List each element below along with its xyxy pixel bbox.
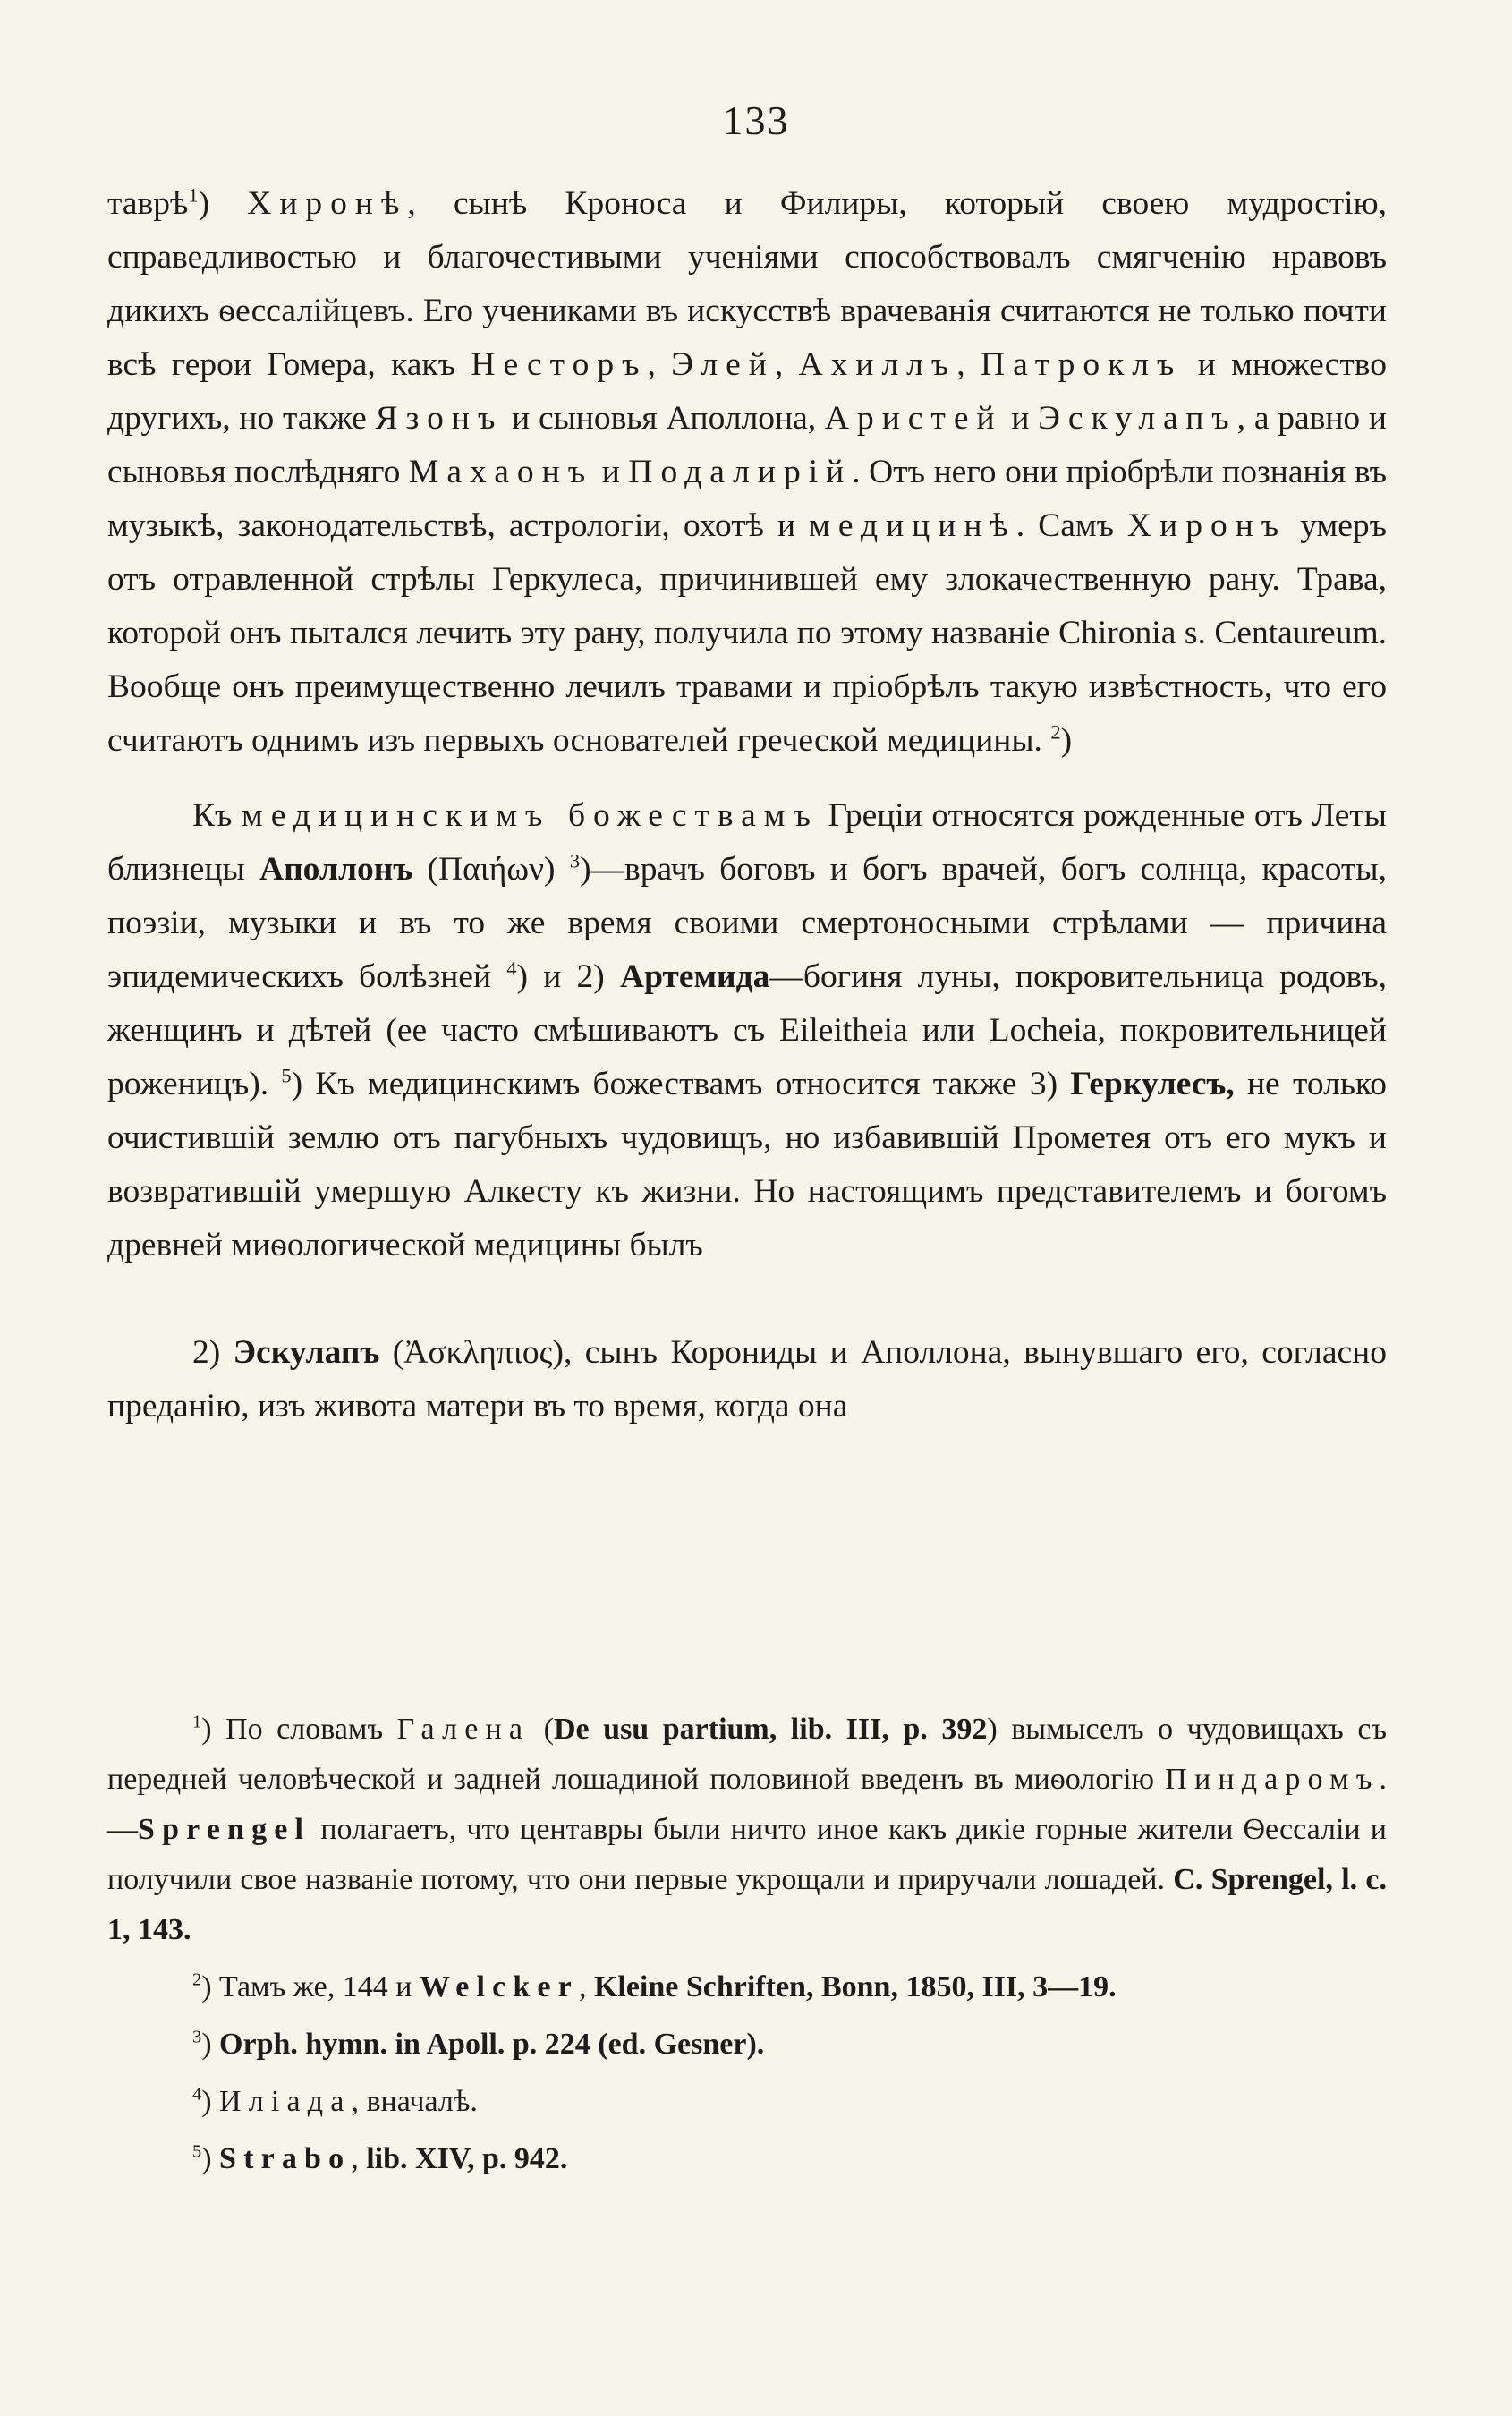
- name-aristey: Аристей: [824, 400, 1003, 437]
- name-eskulap: Эскулапъ: [1038, 400, 1237, 437]
- text-run: . Самъ: [1015, 507, 1128, 544]
- text-run: , сынѣ Кроноса и Филиры, который своею мудростiю, справедливостью и благочестивыми ученiями способствовалъ смягченiю нравовъ дикихъ ѳессалiйцевъ. Его учениками въ искусствѣ врачеванiя считаются не только почти всѣ герои Гомера, какъ: [107, 185, 1387, 383]
- name-chiron-2: Хиронъ: [1127, 507, 1287, 544]
- text-run: ): [201, 2085, 220, 2118]
- name-welcker: Welcker: [419, 1970, 579, 2003]
- text-run: —богиня луны, покровительница родовъ, женщинъ и дѣтей (ее часто смѣшиваютъ съ Eileitheia или Locheia, покровительницей роженицъ).: [107, 958, 1388, 1102]
- text-run: и: [593, 454, 629, 490]
- page-number: 133: [722, 98, 790, 143]
- text-run: ) По словамъ: [201, 1713, 397, 1746]
- name-pindar: Пиндаромъ: [1165, 1763, 1380, 1796]
- name-sprengel: Sprengel: [138, 1813, 311, 1846]
- footnote-mark: 2: [192, 1969, 202, 1990]
- name-strabo: Strabo: [219, 2142, 352, 2175]
- text-run: и множество другихъ, но также: [107, 346, 1387, 437]
- name-nestor: Несторъ: [471, 346, 648, 383]
- text-run: ) вымыселъ о чудовищахъ съ передней человѣческой и задней лошадиной половиной введенъ въ миѳологiю: [107, 1713, 1387, 1796]
- text-run: (Παιήων): [412, 851, 570, 888]
- text-run: Грецiи относятся рожденные отъ Леты близнецы: [107, 797, 1387, 888]
- footnote-1: [107, 1705, 1387, 1955]
- text-run: ,: [647, 346, 672, 383]
- text-run: тавр: [107, 185, 170, 222]
- name-makhaon: Махаонъ: [408, 454, 594, 490]
- term-medicine: медицинѣ: [809, 507, 1016, 544]
- text-run: ): [201, 2142, 220, 2175]
- text-run: , а равно и сыновья послѣдняго: [107, 400, 1387, 490]
- name-eley: Элей: [671, 346, 775, 383]
- text-run: 2): [192, 1334, 234, 1371]
- name-iliad: Илiада: [219, 2085, 352, 2118]
- text-run: ,: [774, 346, 799, 383]
- footnote-mark: 5: [192, 2141, 202, 2162]
- footnote-5: [107, 2134, 1387, 2184]
- text-run: ,: [351, 2142, 367, 2175]
- citation-strabo: lib. XIV, p. 942.: [366, 2142, 568, 2175]
- footnotes: [107, 1705, 1387, 2184]
- footnote-mark: 3: [192, 2027, 202, 2047]
- main-text: [107, 177, 1387, 1433]
- text-run: Къ: [192, 797, 242, 834]
- footnote-ref-5[interactable]: 5: [281, 1064, 292, 1087]
- footnote-ref-1[interactable]: 1: [188, 183, 199, 207]
- text-run: ): [198, 185, 248, 222]
- text-run: полагаетъ, что центавры были ничто иное какъ дикiе горные жители Ѳессалiи и получили свое названiе потому, что они первые укрощали и приручали лошадей.: [107, 1813, 1387, 1896]
- name-chiron: Хиронѣ: [247, 185, 408, 222]
- name-galen: Галена: [396, 1713, 531, 1746]
- text-run: ) Тамъ же, 144 и: [201, 1970, 420, 2003]
- text-run: ) Къ медицинскимъ божествамъ относится также 3): [291, 1066, 1071, 1102]
- footnote-ref-2[interactable]: 2: [1050, 720, 1061, 744]
- citation-galen-work: De usu partium, lib. III, p. 392: [553, 1713, 988, 1746]
- text-run: , вначалѣ.: [351, 2085, 478, 2118]
- name-asclepius: Эскулапъ: [233, 1334, 380, 1371]
- footnote-ref-4[interactable]: 4: [506, 957, 517, 980]
- citation-sprengel: C. Sprengel, l. c. 1, 143.: [107, 1863, 1387, 1946]
- name-achill: Ахиллъ: [798, 346, 957, 383]
- footnote-2: [107, 1962, 1387, 2012]
- term-medical-deities: медицинскимъ божествамъ: [242, 797, 819, 834]
- footnote-mark: 4: [192, 2084, 202, 2105]
- text-run: (Ἀσκληπιος), сынъ Корониды и Аполлона, вынувшаго его, согласно преданiю, изъ живота матери въ то время, когда она: [107, 1334, 1387, 1425]
- paragraph-deities: [107, 789, 1387, 1272]
- text-run: умеръ отъ отравленной стрѣлы Геркулеса, причинившей ему злокачественную рану. Трава, которой онъ пытался лечить эту рану, получила по этому названiе Chironia s. Centaureum. Вообще онъ преимущественно лечилъ травами и прiобрѣлъ такую извѣстность, что его считаютъ однимъ изъ первыхъ основателей греческой медицины.: [107, 507, 1387, 759]
- name-patrokl: Патроклъ: [980, 346, 1183, 383]
- footnote-4: [107, 2077, 1387, 2127]
- citation-orph: Orph. hymn. in Apoll. p. 224 (ed. Gesner).: [219, 2028, 765, 2061]
- footnote-mark: 1: [192, 1712, 202, 1732]
- text-run: и сыновья Аполлона,: [503, 400, 825, 437]
- text-run: и: [1002, 400, 1039, 437]
- text-run: ,: [578, 1970, 594, 2003]
- name-podaliriy: Подалирiй: [628, 454, 853, 490]
- name-hercules: Геркулесъ,: [1070, 1066, 1235, 1102]
- name-yason: Язонъ: [375, 400, 504, 437]
- citation-welcker: Kleine Schriften, Bonn, 1850, III, 3—19.: [593, 1970, 1117, 2003]
- name-apollo: Аполлонъ: [259, 851, 413, 888]
- text-run: (: [530, 1713, 554, 1746]
- text-run: .—: [107, 1763, 1387, 1846]
- footnote-3: [107, 2020, 1387, 2070]
- text-run: ѣ: [169, 185, 189, 222]
- text-run: ): [1060, 722, 1073, 759]
- name-artemis: Артемида: [619, 958, 770, 995]
- footnote-ref-3[interactable]: 3: [569, 849, 581, 872]
- paragraph-asclepius: [107, 1326, 1387, 1433]
- text-run: ): [201, 2028, 220, 2061]
- text-run: . Отъ него они прiобрѣли познанiя въ музыкѣ, законодательствѣ, астрологiи, охотѣ и: [107, 454, 1388, 544]
- text-run: )—врачъ боговъ и богъ врачей, богъ солнца, красоты, поэзiи, музыки и въ то же время своими смертоносными стрѣлами — причина эпидемическихъ болѣзней: [107, 851, 1387, 995]
- text-run: ,: [956, 346, 981, 383]
- text-run: ) и 2): [516, 958, 620, 995]
- paragraph-chiron: [107, 177, 1387, 768]
- text-run: не только очистившiй землю отъ пагубныхъ чудовищъ, но избавившiй Прометея отъ его мукъ и возвратившiй умершую Алкесту къ жизни. Но настоящимъ представителемъ и богомъ древней миѳологической медицины былъ: [107, 1066, 1387, 1263]
